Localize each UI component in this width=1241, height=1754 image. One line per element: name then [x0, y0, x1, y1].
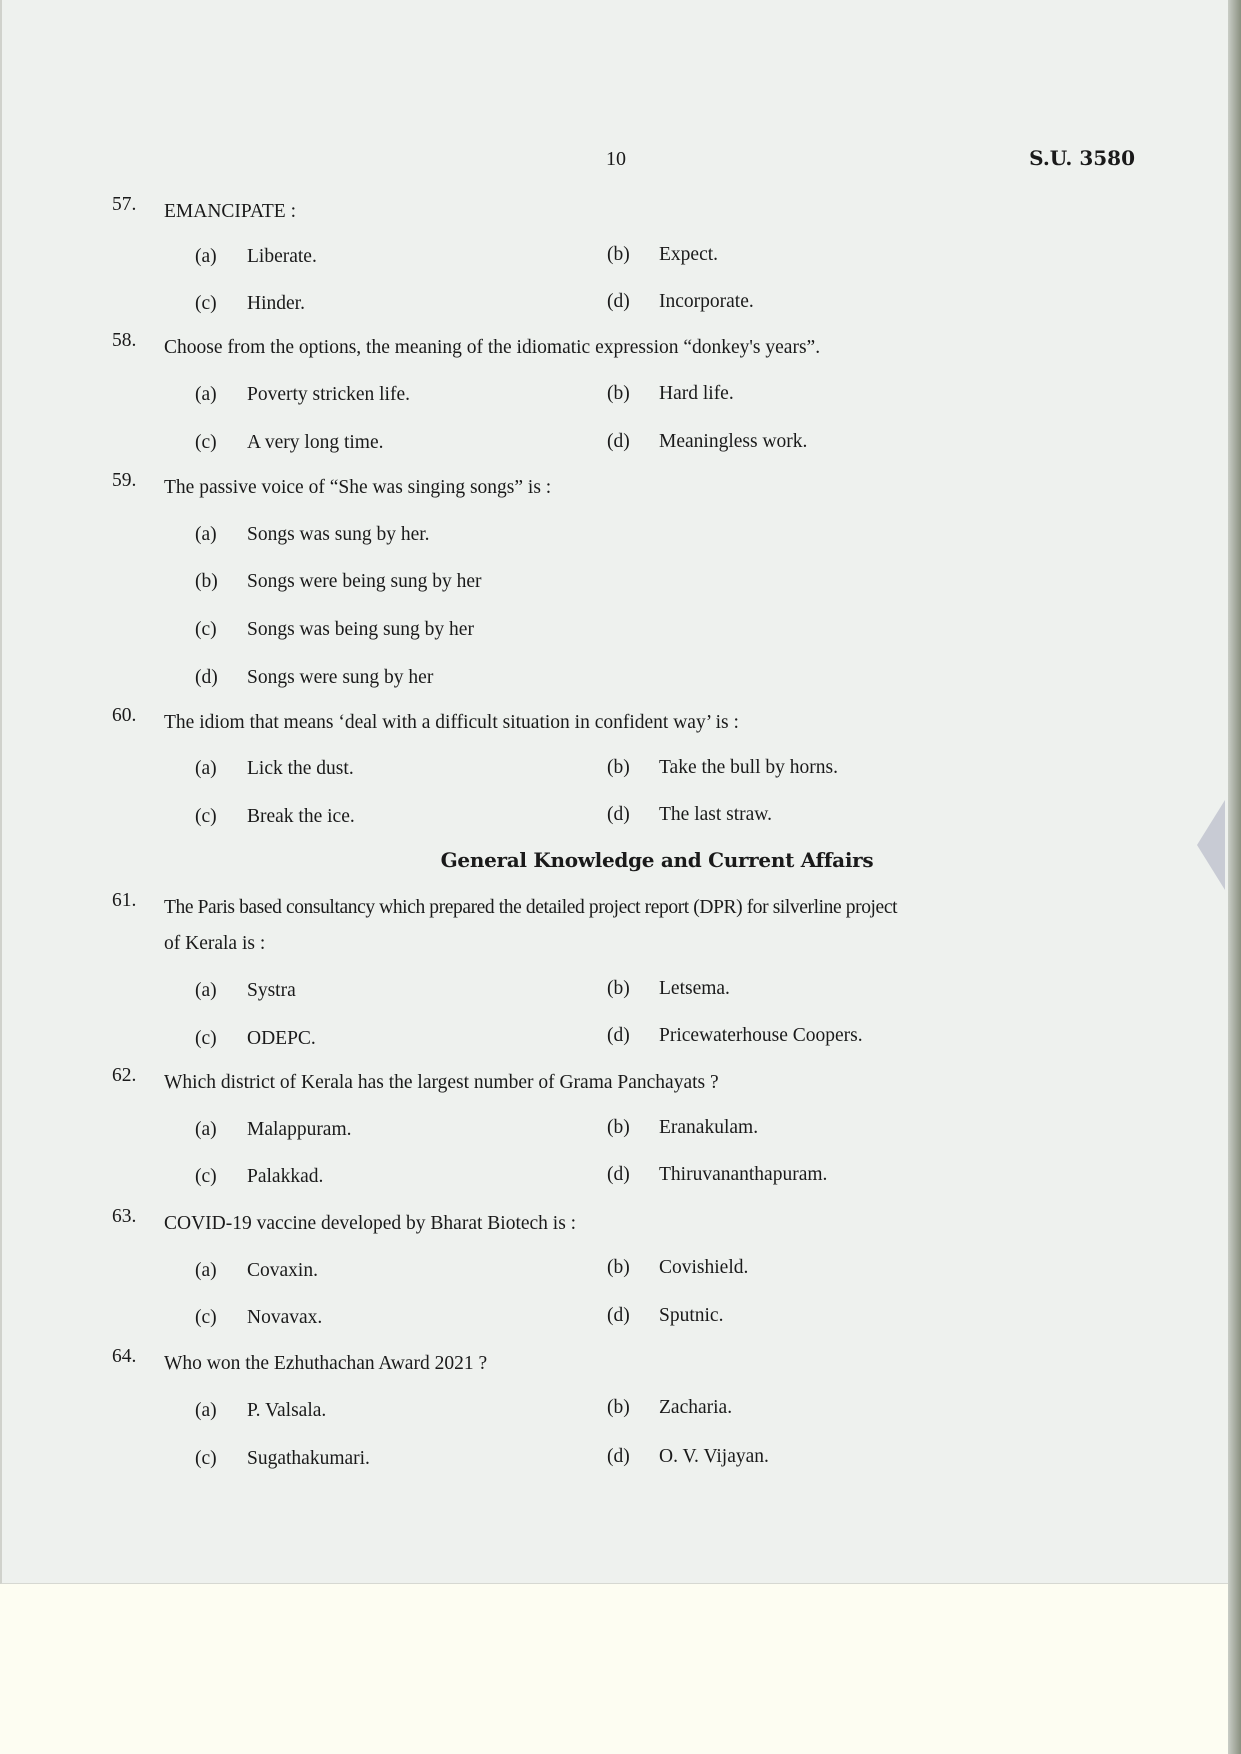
question-text-line2: of Kerala is :	[164, 933, 266, 954]
option-58b: (b) Hard life.	[607, 383, 734, 404]
option-60b: (b) Take the bull by horns.	[607, 757, 838, 778]
option-57b: (b) Expect.	[607, 244, 719, 265]
option-61a: (a) Systra	[195, 980, 296, 1001]
option-57a: (a) Liberate.	[195, 246, 317, 267]
question-number: 64.	[112, 1346, 137, 1367]
option-57d: (d) Incorporate.	[607, 291, 754, 312]
question-number: 63.	[112, 1206, 137, 1227]
option-59c: (c) Songs was being sung by her	[195, 619, 474, 640]
paper-code: S.U. 3580	[1029, 146, 1135, 170]
question-number: 57.	[112, 194, 137, 215]
question-text: COVID-19 vaccine developed by Bharat Biotech is :	[164, 1213, 577, 1234]
question-number: 58.	[112, 330, 137, 351]
option-62b: (b) Eranakulam.	[607, 1117, 759, 1138]
option-61b: (b) Letsema.	[607, 978, 730, 999]
option-62c: (c) Palakkad.	[195, 1166, 324, 1187]
option-64a: (a) P. Valsala.	[195, 1400, 327, 1421]
question-number: 60.	[112, 705, 137, 726]
option-64d: (d) O. V. Vijayan.	[607, 1446, 769, 1467]
question-text: The passive voice of “She was singing songs” is :	[164, 477, 552, 498]
option-58d: (d) Meaningless work.	[607, 431, 808, 452]
option-60a: (a) Lick the dust.	[195, 758, 354, 779]
option-57c: (c) Hinder.	[195, 293, 305, 314]
question-text: The idiom that means ‘deal with a difficult situation in confident way’ is :	[164, 712, 739, 733]
option-58a: (a) Poverty stricken life.	[195, 384, 410, 405]
option-60d: (d) The last straw.	[607, 804, 772, 825]
option-63c: (c) Novavax.	[195, 1307, 323, 1328]
option-61c: (c) ODEPC.	[195, 1028, 316, 1049]
option-62a: (a) Malappuram.	[195, 1119, 352, 1140]
question-number: 59.	[112, 470, 137, 491]
option-58c: (c) A very long time.	[195, 432, 384, 453]
question-number: 62.	[112, 1065, 137, 1086]
option-60c: (c) Break the ice.	[195, 806, 355, 827]
option-59a: (a) Songs was sung by her.	[195, 524, 430, 545]
option-59d: (d) Songs were sung by her	[195, 667, 434, 688]
section-heading: General Knowledge and Current Affairs	[440, 848, 874, 872]
option-64c: (c) Sugathakumari.	[195, 1448, 370, 1469]
page-fold	[1197, 800, 1225, 890]
option-63a: (a) Covaxin.	[195, 1260, 318, 1281]
option-59b: (b) Songs were being sung by her	[195, 571, 482, 592]
option-61d: (d) Pricewaterhouse Coopers.	[607, 1025, 863, 1046]
question-text: Who won the Ezhuthachan Award 2021 ?	[164, 1353, 488, 1374]
question-text: EMANCIPATE :	[164, 201, 297, 222]
option-64b: (b) Zacharia.	[607, 1397, 733, 1418]
question-text: Choose from the options, the meaning of the idiomatic expression “donkey's years”.	[164, 337, 821, 358]
option-62d: (d) Thiruvananthapuram.	[607, 1164, 828, 1185]
page-number: 10	[606, 148, 626, 170]
question-text: Which district of Kerala has the largest number of Grama Panchayats ?	[164, 1072, 719, 1093]
scanner-edge	[1228, 0, 1241, 1754]
option-63d: (d) Sputnic.	[607, 1305, 724, 1326]
option-63b: (b) Covishield.	[607, 1257, 749, 1278]
question-text-line1: The Paris based consultancy which prepared the detailed project report (DPR) for silverline project	[164, 897, 898, 918]
question-number: 61.	[112, 890, 137, 911]
